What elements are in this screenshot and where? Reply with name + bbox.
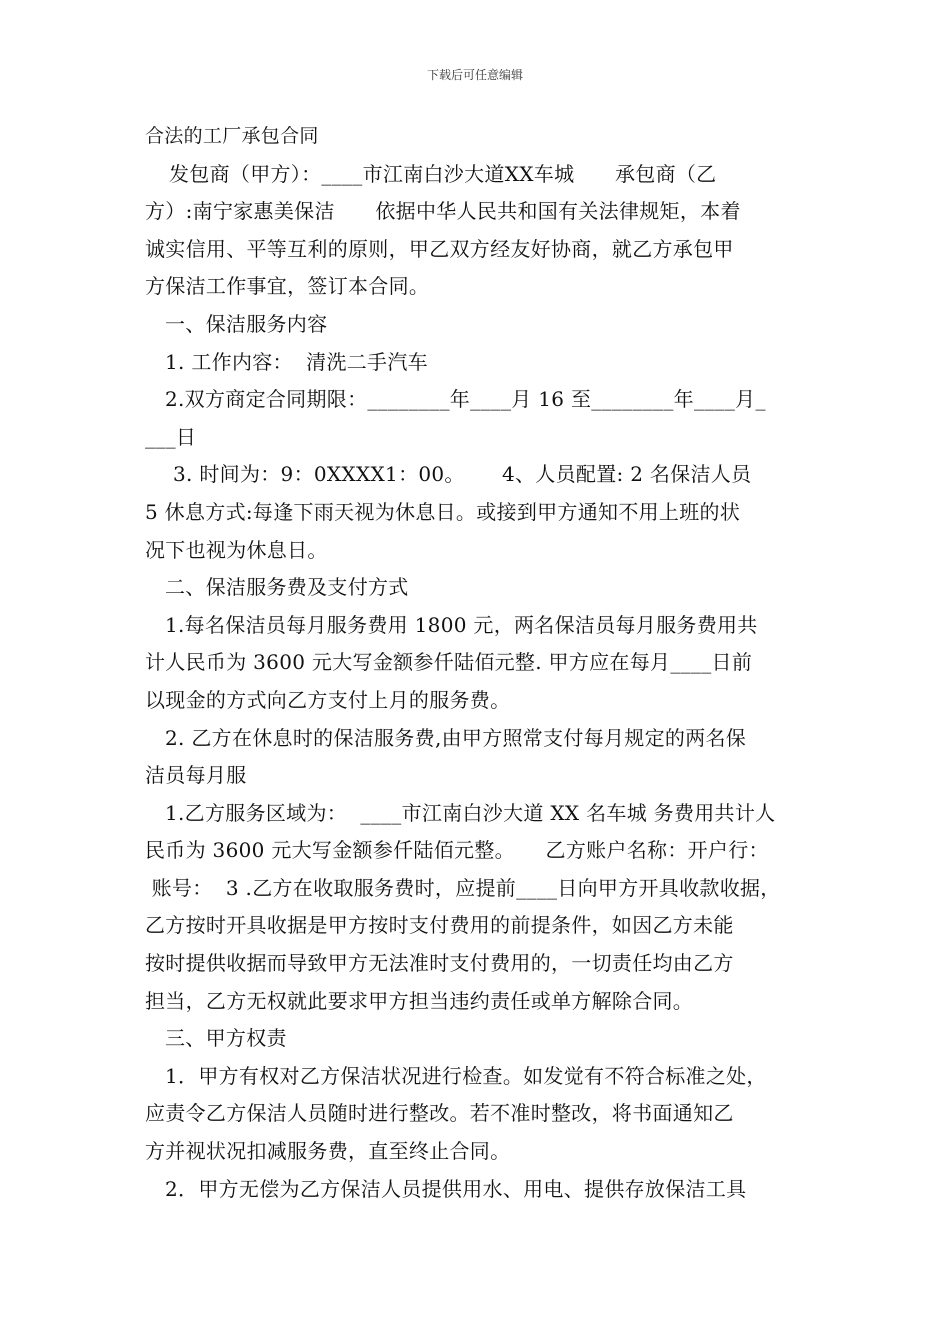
text-line: 1.乙方服务区域为： ____市江南白沙大道 XX 名车城 务费用共计人 bbox=[165, 800, 776, 825]
text-line: 计人民币为 3600 元大写金额参仟陆佰元整. 甲方应在每月____日前 bbox=[145, 650, 753, 675]
text-line: 民币为 3600 元大写金额参仟陆佰元整。 乙方账户名称：开户行： bbox=[145, 838, 769, 863]
text-line: 1.每名保洁员每月服务费用 1800 元，两名保洁员每月服务费用共 bbox=[165, 612, 758, 637]
text-line: 况下也视为休息日。 bbox=[145, 537, 328, 562]
text-line: 5 休息方式:每逢下雨天视为休息日。或接到甲方通知不用上班的状 bbox=[145, 499, 741, 524]
text-line: 1. 工作内容： 清洗二手汽车 bbox=[165, 349, 428, 374]
section-heading: 三、甲方权责 bbox=[165, 1026, 287, 1051]
text-line: 2. 乙方在休息时的保洁服务费,由甲方照常支付每月规定的两名保 bbox=[165, 725, 747, 750]
text-line: 按时提供收据而导致甲方无法准时支付费用的，一切责任均由乙方 bbox=[145, 951, 734, 976]
text-line: 发包商（甲方）：____市江南白沙大道XX车城 承包商（乙 bbox=[169, 161, 717, 186]
text-line: 方并视状况扣减服务费，直至终止合同。 bbox=[145, 1139, 511, 1164]
section-heading: 一、保洁服务内容 bbox=[165, 311, 328, 336]
text-line: 应责令乙方保洁人员随时进行整改。若不准时整改，将书面通知乙 bbox=[145, 1101, 734, 1126]
document-title: 合法的工厂承包合同 bbox=[145, 125, 319, 147]
page-header-note: 下载后可任意编辑 bbox=[426, 68, 523, 82]
text-line: 方）:南宁家惠美保洁 依据中华人民共和国有关法律规矩，本着 bbox=[145, 199, 741, 224]
section-heading: 二、保洁服务费及支付方式 bbox=[165, 575, 409, 600]
text-line: 账号： 3 .乙方在收取服务费时，应提前____日向甲方开具收款收据， bbox=[145, 875, 781, 900]
text-line: 2.双方商定合同期限：________年____月 16 至________年____月_ bbox=[165, 387, 766, 412]
text-line: ___日 bbox=[145, 424, 197, 449]
text-line: 诚实信用、平等互利的原则，甲乙双方经友好协商，就乙方承包甲 bbox=[145, 236, 734, 261]
text-line: 以现金的方式向乙方支付上月的服务费。 bbox=[145, 687, 511, 712]
text-line: 3. 时间为：9：0XXXX1：00。 4、人员配置: 2 名保洁人员 bbox=[173, 462, 752, 487]
contract-body bbox=[145, 118, 807, 1208]
text-line: 方保洁工作事宜，签订本合同。 bbox=[145, 274, 430, 299]
text-line: 乙方按时开具收据是甲方按时支付费用的前提条件，如因乙方未能 bbox=[145, 913, 734, 938]
text-line: 洁员每月服 bbox=[145, 763, 247, 788]
text-line: 1．甲方有权对乙方保洁状况进行检查。如发觉有不符合标准之处， bbox=[165, 1063, 767, 1088]
text-line: 担当，乙方无权就此要求甲方担当违约责任或单方解除合同。 bbox=[145, 988, 694, 1013]
text-line: 2．甲方无偿为乙方保洁人员提供用水、用电、提供存放保洁工具 bbox=[165, 1176, 747, 1201]
